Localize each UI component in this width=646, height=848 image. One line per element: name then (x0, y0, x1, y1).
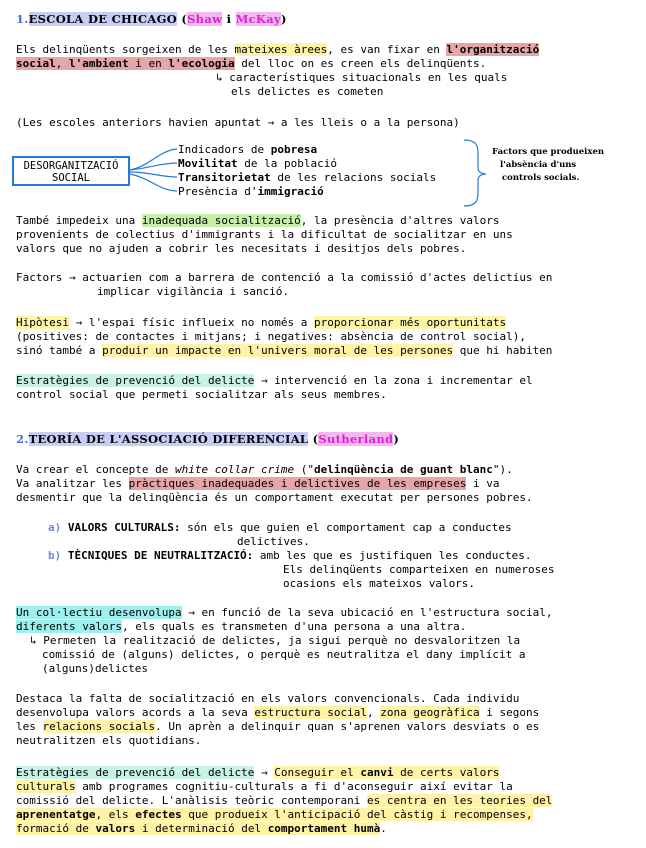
highlight: produir un impacte en l'univers moral de les persones (102, 344, 454, 357)
highlight: Hipòtesi (16, 316, 69, 329)
list-item-a (48, 521, 512, 534)
highlight: efectes (135, 808, 182, 821)
s1-p3-line2: provenients de colectius d'immigrants i la dificultat de socialitzar en uns (16, 228, 513, 241)
paren-open: ( (312, 432, 319, 446)
text: → l'espai físic influeix no només a (68, 316, 315, 329)
text: També impedeix una (16, 214, 142, 227)
text: . (380, 822, 387, 835)
text: , (367, 706, 381, 719)
highlight: de certs valors (393, 766, 500, 779)
s1-p5-line1 (16, 316, 506, 329)
s2-p3-line3 (16, 720, 539, 733)
s1-p1-sub2: els delictes es cometen (231, 85, 384, 98)
s2-p1-line1 (16, 463, 513, 476)
text: amb les que es justifiquen les conductes. (253, 549, 532, 562)
highlight: l'ambient (69, 57, 129, 70)
highlight: i en (128, 57, 169, 70)
author-shaw: Shaw (187, 12, 223, 26)
list-item-b-cont2: ocasions els mateixos valors. (283, 577, 476, 590)
highlight: zona geogràfica (380, 706, 480, 719)
s2-p3-line4: neutralitzen els quotidians. (16, 734, 202, 747)
highlight: l'organització (446, 43, 540, 56)
text: les (16, 720, 43, 733)
highlight: es centra en les teories del (367, 794, 553, 807)
list-item-b (48, 549, 531, 562)
s1-p3-line1 (16, 214, 499, 227)
list-term: TÈCNIQUES DE NEUTRALITZACIÓ: (67, 549, 254, 562)
s1-p4-line1: Factors → actuarien com a barrera de contenció a la comissió d'actes delictius en (16, 271, 553, 284)
s2-p3-line1: Destaca la falta de socialització en els valors convencionals. Cada individu (16, 692, 520, 705)
s2-p4-line4 (16, 808, 533, 821)
indicator-2 (178, 157, 337, 170)
highlight: proporcionar més oportunitats (314, 316, 507, 329)
text: Indicadors de (178, 143, 271, 156)
highlight: que produeix l'anticipació del càstig i recompenses, (181, 808, 533, 821)
highlight: relacions socials (42, 720, 156, 733)
list-letter: a) (48, 521, 62, 534)
text: Va analitzar les (16, 477, 129, 490)
highlight: culturals (16, 780, 76, 793)
list-term: VALORS CULTURALS: (67, 521, 181, 534)
paren-close: ) (393, 432, 400, 446)
s2-p1-line3: desmentir que la delinqüència és un comportament executat per persones pobres. (16, 491, 533, 504)
indicator-3 (178, 171, 436, 184)
section-1-number: 1. (16, 12, 29, 26)
paren-open: ( (181, 12, 188, 26)
s2-p1-line2 (16, 477, 499, 490)
text: de la població (237, 157, 337, 170)
bold-text: Movilitat (178, 157, 238, 170)
list-item-b-cont1: Els delinqüents comparteixen en numeroses (283, 563, 555, 576)
list-item-a-cont: delictives. (237, 535, 310, 548)
highlight: aprenentatge (16, 808, 96, 821)
text: i segons (479, 706, 540, 719)
connector-2 (130, 163, 177, 170)
text: , es van fixar en (327, 43, 447, 56)
s2-p4-line1 (16, 766, 499, 779)
s2-p2-line1 (16, 606, 552, 619)
s1-p6-line1 (16, 374, 533, 387)
brace-icon (464, 140, 486, 206)
highlight: diferents valors (16, 620, 122, 633)
paren-close: ) (280, 12, 287, 26)
s2-p3-line2 (16, 706, 539, 719)
text: són els que guien el comportament cap a conductes (180, 521, 512, 534)
bold-text: Transitorietat (178, 171, 271, 184)
text: i va (466, 477, 500, 490)
section-2-heading (16, 433, 399, 446)
highlight: , (55, 57, 69, 70)
highlight: comportament humà (267, 822, 381, 835)
s2-p2-line2 (16, 620, 466, 633)
s1-p6-line2: control social que permeti socialitzar als seus membres. (16, 388, 387, 401)
text: → intervenció en la zona i incrementar el (254, 374, 533, 387)
side-note-3: controls socials. (502, 173, 580, 183)
s1-p5-line2: (positives: de contactes i mitjans; i negatives: absència de control social), (16, 330, 526, 343)
text: , els quals es transmeten d'una persona a una altra. (121, 620, 467, 633)
indicator-4 (178, 185, 324, 198)
text: sinó també a (16, 344, 103, 357)
s1-p5-line3 (16, 344, 552, 357)
s2-p2-line4: comissió de (alguns) delictes, o perquè es neutralitza el dany implícit a (42, 648, 526, 661)
s1-p4-line2: implicar vigilància i sanció. (97, 285, 290, 298)
highlight: inadequada socialització (141, 214, 301, 227)
list-letter: b) (48, 549, 62, 562)
bold-text: delinqüència de guant blanc (314, 463, 493, 476)
text: amb programes cognitiu-culturals a fi d'aconseguir així evitar la (75, 780, 513, 793)
side-note-1: Factors que produeixen (492, 147, 605, 157)
s1-p2: (Les escoles anteriors havien apuntat → a les lleis o a la persona) (16, 116, 460, 129)
s2-p4-line5 (16, 822, 387, 835)
s2-p4-line3 (16, 794, 552, 807)
s2-p2-line3: ↳ Permeten la realització de delictes, ja sigui perquè no desvaloritzen la (30, 634, 521, 647)
section-1-title: ESCOLA DE CHICAGO (28, 12, 178, 26)
s1-p1-sub1: ↳ característiques situacionals en les quals (216, 71, 508, 84)
text: "). (492, 463, 513, 476)
s2-p2-line5: (alguns)delictes (42, 662, 148, 675)
highlight: estructura social (254, 706, 368, 719)
text: → (254, 766, 275, 779)
highlight: , els (95, 808, 136, 821)
highlight: valors (95, 822, 136, 835)
indicator-1 (178, 143, 317, 156)
highlight: Estratègies de prevenció del delicte (16, 766, 255, 779)
box-line-2: SOCIAL (52, 172, 90, 184)
side-note-2: l'absència d'uns (500, 160, 577, 170)
s1-p3-line3: valors que no ajuden a cobrir les necesitats i desitjos dels pobres. (16, 242, 467, 255)
highlight: formació de (16, 822, 96, 835)
text: comissió del delicte. L'anàlisis teòric contemporani (16, 794, 367, 807)
highlight: i determinació del (135, 822, 268, 835)
text: → en funció de la seva ubicació en l'estructura social, (181, 606, 553, 619)
bold-text: pobresa (270, 143, 318, 156)
text: (" (294, 463, 315, 476)
highlight: l'ecologia (168, 57, 235, 70)
text: que hi habiten (453, 344, 553, 357)
author-conjunction: i (222, 12, 236, 26)
highlight: Un col·lectiu desenvolupa (16, 606, 182, 619)
highlight: mateixes àrees (234, 43, 328, 56)
section-2-title: TEORÍA DE L'ASSOCIACIÓ DIFERENCIAL (28, 432, 309, 446)
text: del lloc on es creen els delinqüents. (234, 57, 487, 70)
highlight: Estratègies de prevenció del delicte (16, 374, 255, 387)
section-2-number: 2. (16, 432, 29, 446)
text: , la presència d'altres valors (300, 214, 500, 227)
italic-text: white collar crime (174, 463, 295, 476)
bold-text: immigració (257, 185, 324, 198)
text: Presència d' (178, 185, 258, 198)
connector-1 (130, 149, 177, 170)
s2-p4-line2 (16, 780, 513, 793)
box-line-1: DESORGANITZACIÓ (23, 160, 119, 172)
text: desenvolupa valors acords a la seva (16, 706, 255, 719)
highlight: Conseguir el (274, 766, 361, 779)
text: Va crear el concepte de (16, 463, 175, 476)
text: Els delinqüents sorgeixen de les (16, 43, 235, 56)
highlight: social (16, 57, 56, 70)
text: de les relacions socials (270, 171, 437, 184)
text: . Un aprèn a delinquir quan s'aprenen valors desviats o es (155, 720, 540, 733)
highlight: canvi (360, 766, 394, 779)
author-sutherland: Sutherland (318, 432, 394, 446)
highlight: pràctiques inadequades i delictives de les empreses (128, 477, 467, 490)
author-mckay: McKay (235, 12, 281, 26)
